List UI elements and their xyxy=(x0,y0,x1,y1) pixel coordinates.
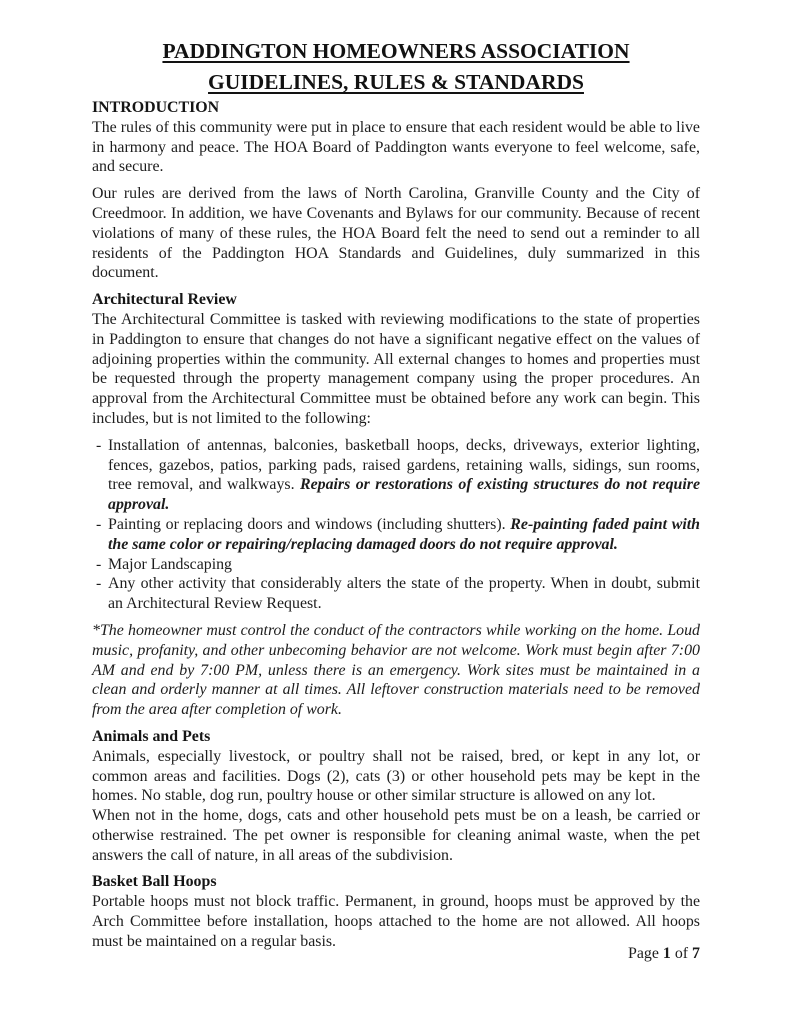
section-heading-introduction: INTRODUCTION xyxy=(92,99,220,116)
bullet-marker: - xyxy=(96,515,102,533)
section-basketball-hoops xyxy=(92,872,700,951)
bullet-marker: - xyxy=(96,436,102,454)
section-heading-architectural-review: Architectural Review xyxy=(92,291,237,309)
list-item xyxy=(92,515,700,555)
bullet-marker: - xyxy=(96,555,102,573)
footer-current-page: 1 xyxy=(662,945,671,962)
list-item xyxy=(92,436,700,515)
list-item-text: Any other activity that considerably alters the state of the property. When in doubt, submit an Architectural Review Request. xyxy=(108,575,700,613)
footer-total-pages: 7 xyxy=(692,945,700,962)
section-introduction xyxy=(92,98,700,283)
list-item-text: Installation of antennas, balconies, basketball hoops, decks, driveways, exterior lighting, fences, gazebos, patios, parking pads, raised gardens, retaining walls, sidings, sun rooms, tree removal, and walkways. xyxy=(108,436,700,494)
bullet-marker: - xyxy=(96,575,102,593)
basketball-hoops-paragraph: Portable hoops must not block traffic. Permanent, in ground, hoops must be approved by the Arch Committee before installation, hoops attached to the home are not allowed. All hoops must be maintained on a regular basis. xyxy=(92,893,700,950)
section-architectural-review xyxy=(92,290,700,720)
animals-paragraph-2: When not in the home, dogs, cats and other household pets must be on a leash, be carried or otherwise restrained. The pet owner is responsible for cleaning animal waste, when the pet answers the call of nature, in all areas of the subdivision. xyxy=(92,807,700,864)
list-item-emphasis: Repairs or restorations of existing structures do not require approval. xyxy=(108,476,700,514)
introduction-paragraph-2: Our rules are derived from the laws of North Carolina, Granville County and the City of Creedmoor. In addition, we have Covenants and Bylaws for our community. Because of recent violations of many of these rules, the HOA Board felt the need to send out a reminder to all residents of the Paddington HOA Standards and Guidelines, duly summarized in this document. xyxy=(92,185,700,282)
document-title-line2: GUIDELINES, RULES & STANDARDS xyxy=(208,70,584,94)
list-item xyxy=(92,555,700,575)
list-item-text: Major Landscaping xyxy=(108,555,232,573)
list-item xyxy=(92,574,700,614)
list-item-emphasis: Re-painting faded paint with the same color or repairing/replacing damaged doors do not require approval. xyxy=(108,515,700,553)
animals-paragraph-1: Animals, especially livestock, or poultry shall not be raised, bred, or kept in any lot, or common areas and facilities. Dogs (2), cats (3) or other household pets may be kept in the homes. No stable, dog run, poultry house or other similar structure is allowed on any lot. xyxy=(92,747,700,805)
section-heading-basketball-hoops: Basket Ball Hoops xyxy=(92,873,217,891)
page-footer xyxy=(628,944,700,964)
footer-page-label: Page xyxy=(628,945,663,962)
introduction-paragraph-1: The rules of this community were put in place to ensure that each resident would be able to live in harmony and peace. The HOA Board of Paddington wants everyone to feel welcome, safe, and secure. xyxy=(92,118,700,176)
document-body xyxy=(92,98,700,952)
document-title xyxy=(92,36,700,98)
list-item-text: Painting or replacing doors and windows (including shutters). xyxy=(108,515,511,533)
section-animals-and-pets xyxy=(92,727,700,866)
architectural-review-paragraph: The Architectural Committee is tasked with reviewing modifications to the state of properties in Paddington to ensure that changes do not have a significant negative effect on the values of adjoining properties within the community. All external changes to homes and properties must be requested through the property management company using the proper procedures. An approval from the Architectural Committee must be obtained before any work can begin. This includes, but is not limited to the following: xyxy=(92,310,700,427)
document-title-line1: PADDINGTON HOMEOWNERS ASSOCIATION xyxy=(162,39,630,63)
architectural-review-bullet-list xyxy=(92,436,700,614)
footer-of-label: of xyxy=(670,945,693,962)
contractor-conduct-note: *The homeowner must control the conduct of the contractors while working on the home. Loud music, profanity, and other unbecoming behavior are not welcome. Work must begin after 7:00 AM and end by 7:00 PM, unless there is an emergency. Work sites must be maintained in a clean and orderly manner at all times. All leftover construction materials need to be removed from the area after completion of work. xyxy=(92,621,700,719)
section-heading-animals-and-pets: Animals and Pets xyxy=(92,727,211,745)
